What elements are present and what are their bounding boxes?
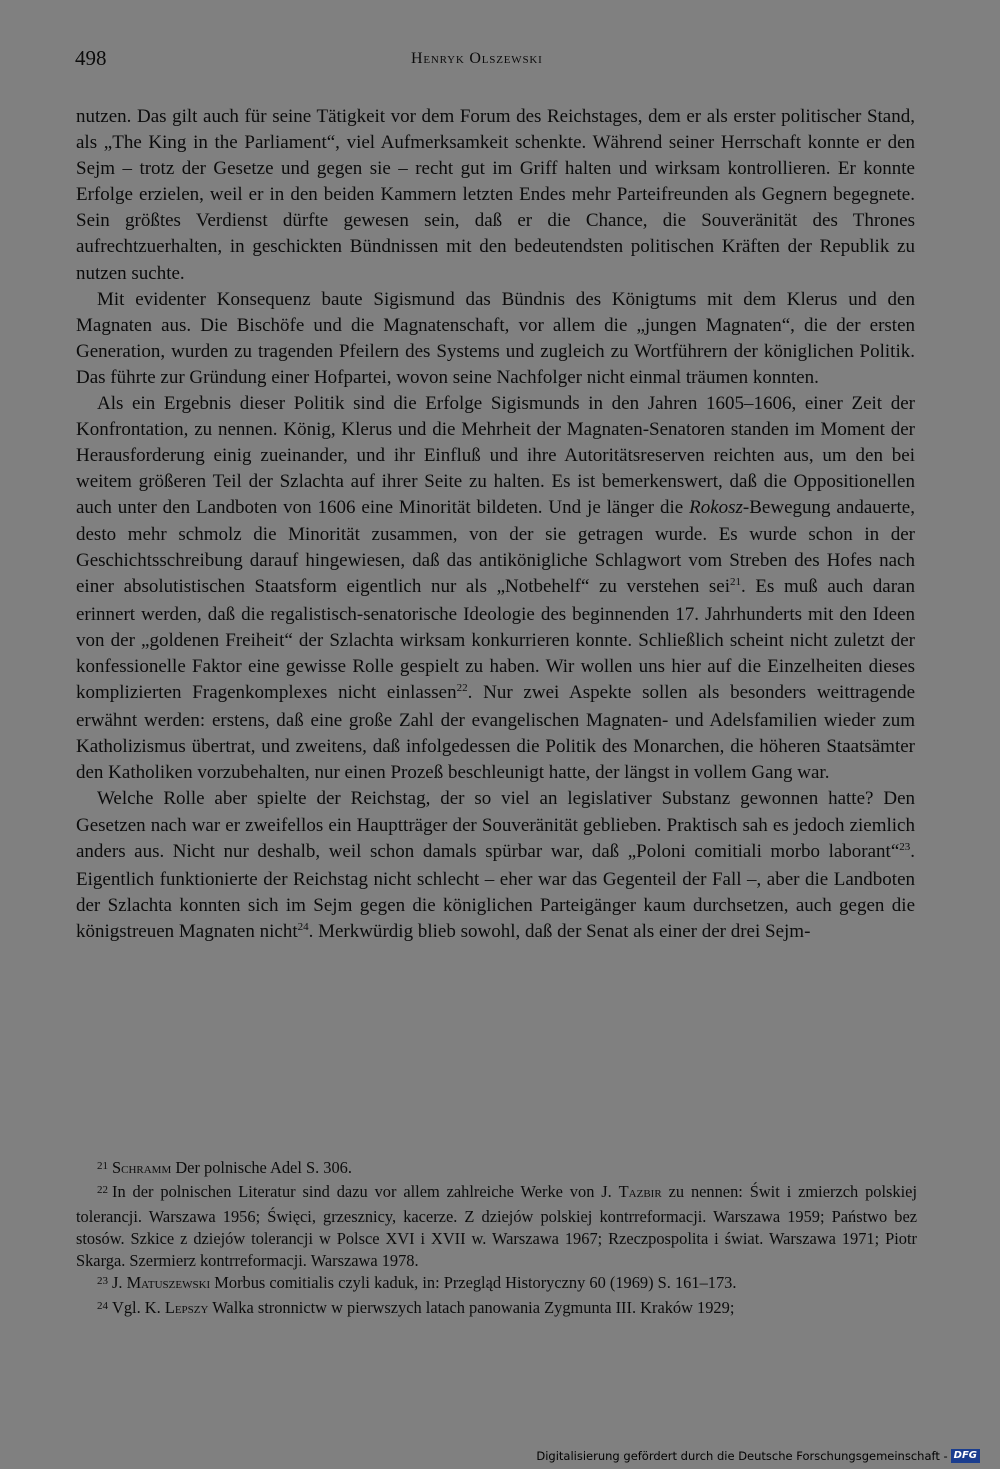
footnote-ref-23[interactable]: 23 — [899, 840, 911, 853]
footnote-22-number: 22 — [97, 1184, 108, 1197]
footnote-24-number: 24 — [97, 1299, 108, 1312]
footnotes — [76, 1157, 917, 1321]
footnote-24-author: Lepszy — [164, 1297, 209, 1317]
footnote-ref-24[interactable]: 24 — [297, 920, 309, 933]
footnote-24-text-a: Vgl. K. — [112, 1297, 165, 1317]
footnote-23-text-b: Morbus comitialis czyli kaduk, in: Przegląd Historyczny 60 (1969) S. 161–173. — [210, 1273, 737, 1293]
running-head: Henryk Olszewski — [411, 50, 543, 67]
paragraph-3-text-a: Als ein Ergebnis dieser Politik sind die Erfolge Sigismunds in den Jahren 1605–1606, einer Zeit der Konfrontation, zu nennen. König, Klerus und die Mehrheit der Magnaten-Senatoren standen im Moment der Herausforderung einig zueinander, und ihr Einfluß und ihre Autoritätsreserven reichten aus, um den bei weitem größeren Teil der Szlachta auf ihrer Seite zu halten. Es ist bemerkenswert, daß die Oppositionellen auch unter den Landboten von 1606 eine Minorität bildeten. Und je länger die — [76, 393, 915, 519]
paragraph-3 — [76, 391, 915, 786]
footnote-21 — [76, 1157, 917, 1181]
paragraph-3-text-d: . Nur zwei Aspekte sollen als besonders weittragende erwähnt werden: erstens, daß eine große Zahl der evangelischen Magnaten- und Adelsfamilien wieder zum Katholizismus übertrat, und zweitens, daß infolgedessen die Politik des Monarchen, die höheren Staatsämter den Katholiken vorzubehalten, nur einen Prozeß beschleunigt hatte, der längst in vollem Gang war. — [76, 682, 916, 784]
paragraph-4-text-c: . Merkwürdig blieb sowohl, daß der Senat als einer der drei Sejm- — [308, 920, 811, 942]
paragraph-3-text-c: . Es muß auch daran erinnert werden, daß die regalistisch-senatorische Ideologie des beginnenden 17. Jahrhunderts mit den Ideen von der „goldenen Freiheit“ der Szlachta wirksam konkurrieren konnte. Schließlich scheint nicht zuletzt der konfessionelle Faktor eine gewisse Rolle gespielt zu haben. Wir wollen uns hier auf die Einzelheiten dieses komplizierten Fragenkomplexes nicht einlassen — [76, 575, 915, 704]
footnote-23-number: 23 — [97, 1275, 108, 1288]
paragraph-3-text-b: -Bewegung andauerte, desto mehr schmolz die Minorität zusammen, von der sie getragen wurde. Es wurde schon in der Geschichtsschreibung darauf hingewiesen, daß das antikönigliche Schlagwort vom Streben des Hofes nach einer absolutistischen Staatsform eigentlich nur als „Notbehelf“ zu verstehen sei — [76, 497, 915, 597]
footnote-23-text-a: J. — [112, 1273, 127, 1293]
paragraph-1: nutzen. Das gilt auch für seine Tätigkeit vor dem Forum des Reichstages, dem er als erster politischer Stand, als „The King in the Parliament“, viel Aufmerksamkeit schenkte. Während seiner Herrschaft konnte er den Sejm – trotz der Gesetze und gegen sie – recht gut im Griff halten und wirksam kontrollieren. Er konnte Erfolge erzielen, weil er in den beiden Kammern letzten Endes mehr Parteifreunden als Gegnern begegnete. Sein größtes Verdienst dürfte gewesen sein, daß er die Chance, die Souveränität des Thrones aufrechtzuerhalten, in geschickten Bündnissen mit den bedeutendsten politischen Kräften der Republik zu nutzen suchte. — [76, 106, 915, 284]
footnote-22-text-b: zu nennen: Świt i zmierzch polskiej tolerancji. Warszawa 1956; Święci, grzesznicy, kacerze. Z dziejów polskiej kontrreformacji. Warszawa 1959; Państwo bez stosów. Szkice z dziejów tolerancji w Polsce XVI i XVII w. Warszawa 1967; Rzeczpospolita i świat. Warszawa 1971; Piotr Skarga. Szermierz kontrreformacji. Warszawa 1978. — [76, 1182, 917, 1271]
footnote-21-number: 21 — [97, 1160, 108, 1172]
dfg-logo-icon[interactable]: DFG — [951, 1449, 980, 1463]
body-text — [76, 104, 915, 947]
footnote-ref-22[interactable]: 22 — [456, 682, 468, 695]
footnote-24-text-b: Walka stronnictw w pierwszych latach panowania Zygmunta III. Kraków 1929; — [208, 1297, 735, 1317]
footnote-21-author: Schramm — [112, 1158, 172, 1177]
rokosz-term: Rokosz — [689, 497, 743, 519]
paragraph-4-text-b: . Eigentlich funktionierte der Reichstag nicht schlecht – eher war das Gegenteil der Fall –, aber die Landboten der Szlachta konnten sich im Sejm gegen die königlichen Parteigänger kaum durchsetzen, auch gegen die königstreuen Magnaten nicht — [76, 840, 915, 942]
footnote-23 — [76, 1272, 917, 1296]
page-number: 498 — [75, 46, 107, 70]
footnote-21-text: Der polnische Adel S. 306. — [171, 1158, 352, 1177]
footer-credit — [536, 1447, 980, 1465]
footnote-22-text-a: In der polnischen Literatur sind dazu vor allem zahlreiche Werke von J. — [112, 1182, 619, 1202]
footnote-23-author: Matuszewski — [126, 1273, 211, 1293]
footnote-22-author: Tazbir — [618, 1182, 662, 1202]
footnote-24 — [76, 1297, 917, 1321]
footnote-22 — [76, 1181, 917, 1272]
paragraph-4 — [76, 786, 915, 947]
footnote-ref-21[interactable]: 21 — [730, 575, 742, 588]
paragraph-2: Mit evidenter Konsequenz baute Sigismund das Bündnis des Königtums mit dem Klerus und den Magnaten aus. Die Bischöfe und die Magnatenschaft, vor allem die „jungen Magnaten“, die der ersten Generation, wurden zu tragenden Pfeilern des Systems und zugleich zu Wortführern der königlichen Politik. Das führte zur Gründung einer Hofpartei, wovon seine Nachfolger nicht einmal träumen konnten. — [76, 288, 915, 388]
footer-credit-text: Digitalisierung gefördert durch die Deutsche Forschungsgemeinschaft - — [536, 1449, 948, 1463]
paragraph-4-text-a: Welche Rolle aber spielte der Reichstag, der so viel an legislativer Substanz gewonnen hatte? Den Gesetzen nach war er zweifellos ein Hauptträger der Souveränität geblieben. Praktisch sah es jedoch ziemlich anders aus. Nicht nur deshalb, weil schon damals spürbar war, daß „Poloni comitiali morbo laborant“ — [76, 788, 915, 862]
